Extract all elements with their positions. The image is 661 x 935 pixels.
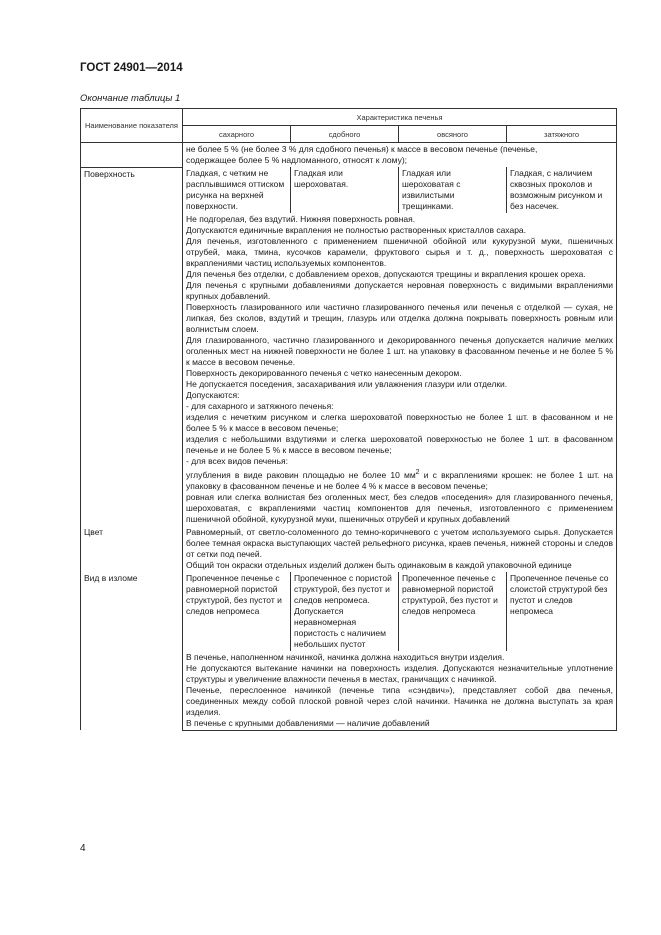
header-characteristic: Характеристика печенья xyxy=(183,109,617,126)
fracture-tough: Пропеченное печенье со слоистой структурой без пустот и следов непромеса xyxy=(507,572,617,651)
document-header: ГОСТ 24901—2014 xyxy=(80,62,183,74)
header-indicator-name: Наименование показателя xyxy=(81,109,183,143)
fracture-sugar: Пропеченное печенье с равномерной пористой структурой, без пустот и следов непромеса xyxy=(186,572,282,616)
surface-tough: Гладкая, с наличием сквозных проколов и возможным рисунком и без насечек. xyxy=(507,167,617,213)
quality-table xyxy=(80,108,617,731)
header-col-butter: сдобного xyxy=(291,126,399,143)
row-name-surface: Поверхность xyxy=(81,167,183,526)
surface-butter: Гладкая или шероховатая. xyxy=(291,167,399,213)
table-row-continuation: не более 5 % (не более 3 % для сдобного печенья) к массе в весовом печенье (печенье, содержащее более 5 % надломанного, относят к лому); xyxy=(183,143,617,168)
fracture-butter: Пропеченное с пористой структурой, без пустот и следов непромеса. Допускается неравномерная пористость с наличием небольших пустот xyxy=(291,572,399,651)
header-col-tough: затяжного xyxy=(507,126,617,143)
surface-oat: Гладкая или шероховатая с извилистыми трещинками. xyxy=(399,167,507,213)
page-number: 4 xyxy=(80,843,86,854)
color-text: Равномерный, от светло-соломенного до темно-коричневого с учетом используемого сырья. Допускается более темная окраска выступающих частей рельефного рисунка, краев печенья, нижней стороны и следов от сетки под печей. Общий тон окраски отдельных изделий должен быть одинаковым в каждой упаковочной единице xyxy=(183,526,617,572)
header-col-sugar: сахарного xyxy=(183,126,291,143)
surface-sugar: Гладкая, с четким не расплывшимся оттиском рисунка на верхней поверхности. xyxy=(186,168,285,211)
header-col-oat: овсяного xyxy=(399,126,507,143)
surface-common-text: Не подгорелая, без вздутий. Нижняя поверхность ровная. Допускаются единичные вкрапления не полностью растворенных кристаллов сахара. Для печенья, изготовленного с применением пшеничной обойной или кукурузной муки, пшеничных отрубей, мака, тмина, кусочков карамели, фруктового сырья и т. д., поверхность шероховатая с вкраплениями частиц используемых компонентов. Для печенья без отделки, с добавлением орехов, допускаются трещины и вкрапления крошек ореха. Для печенья с крупными добавлениями допускается неровная поверхность с видимыми вкраплениями крупных добавлений. Поверхность глазированного или частично глазированного печенья или печенья с отделкой — сухая, не липкая, без сколов, вздутий и трещин, глазурь или отделка должна покрывать поверхность ровным или волнистым слоем. Для глазированного, частично глазированного и декорированного печенья допускается наличие мелких оголенных мест на нижней поверхности не более 1 шт. на упаковку в фасованном печенье и не более 5 % к массе в весовом печенье. Поверхность декорированного печенья с четко нанесенным декором. Не допускается поседения, засахаривания или увлажнения глазури или отделки. Допускаются: - для сахарного и затяжного печенья: изделия с нечетким рисунком и слегка шероховатой поверхностью не более 1 шт. в фасованном и не более 5 % к массе в весовом печенье; изделия с небольшими вздутиями и слегка шероховатой поверхностью не более 1 шт. в фасованном печенье и не более 5 % к массе в весовом печенье; - для всех видов печенья: углубления в виде раковин площадью не более 10 $мм^2$ и с вкраплениями крошек: не более 1 шт. на упаковку в фасованном печенье и не более 4 % к массе в весовом печенье; ровная или слегка волнистая без оголенных мест, без следов «поседения» для глазированного печенья, шероховатая, с вкраплениями частиц компонентов для печенья, изготовленного с применением пшеничной обойной, кукурузной муки, пшеничных отрубей и крупных добавлений xyxy=(183,213,617,526)
row-name-fracture: Вид в изломе xyxy=(81,572,183,731)
fracture-oat: Пропеченное печенье с равномерной пористой структурой, без пустот и следов непромеса xyxy=(399,572,507,651)
table-caption: Окончание таблицы 1 xyxy=(80,93,181,104)
fracture-common-text: В печенье, наполненном начинкой, начинка должна находиться внутри изделия. Не допускаются вытекание начинки на поверхность изделия. Допускаются незначительные уплотнение структуры и увеличение влажности печенья в местах, граничащих с начинкой. Печенье, переслоенное начинкой (печенье типа «сэндвич»), представляет собой два печенья, соединенных между собой плоской ровной через слой начинки. Начинка не должна выступать за края изделия. В печенье с крупными добавлениями — наличие добавлений xyxy=(183,651,617,731)
row-name-color: Цвет xyxy=(81,526,183,572)
